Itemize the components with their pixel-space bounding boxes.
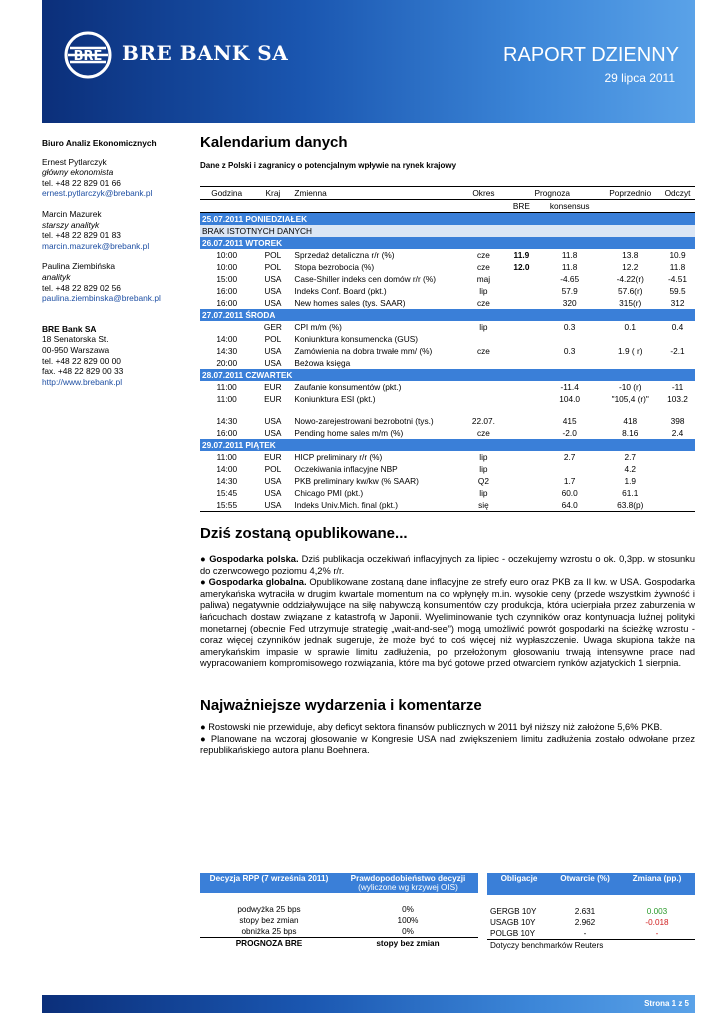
report-header <box>42 0 695 123</box>
cell-time: 15:45 <box>216 488 238 498</box>
bank-tel: tel. +48 22 829 00 00 <box>42 355 121 366</box>
cell-actual <box>660 357 695 369</box>
table-row <box>200 915 478 926</box>
bonds-table <box>487 873 695 951</box>
cell-previous: 0.1 <box>624 322 637 332</box>
cell-consensus <box>539 463 601 475</box>
report-date: 29 lipca 2011 <box>604 71 675 85</box>
page-footer <box>42 995 695 1013</box>
bonds-col-name: Obligacje <box>487 873 551 895</box>
bank-address <box>42 324 192 388</box>
cell-previous: 315(r) <box>619 298 642 308</box>
person-tel: tel. +48 22 829 01 66 <box>42 177 121 188</box>
cell-variable: PKB preliminary kw/kw (% SAAR) <box>294 476 419 486</box>
day-header-row <box>200 369 695 381</box>
cell-bre <box>504 451 539 463</box>
bond-change: - <box>655 929 659 938</box>
person-email-link[interactable]: ernest.pytlarczyk@brebank.pl <box>42 188 153 199</box>
cell-time: 10:00 <box>216 262 238 272</box>
cell-variable: Stopa bezrobocia (%) <box>294 262 375 272</box>
today-title: Dziś zostaną opublikowane... <box>200 525 408 542</box>
day-label: 26.07.2011 WTOREK <box>200 237 695 249</box>
cell-previous: 1.9 <box>624 476 637 486</box>
cell-period: lip <box>479 464 488 474</box>
table-row <box>200 261 695 273</box>
table-row <box>200 321 695 333</box>
cell-period <box>463 381 504 393</box>
rpp-forecast-value: stopy bez zmian <box>338 938 478 950</box>
cell-country: USA <box>264 274 282 284</box>
col-variable: Zmienna <box>292 187 462 200</box>
events-title: Najważniejsze wydarzenia i komentarze <box>200 697 482 714</box>
cell-time: 14:30 <box>216 476 238 486</box>
table-row <box>200 381 695 393</box>
cell-consensus: 11.8 <box>561 250 578 260</box>
rpp-label: podwyżka 25 bps <box>237 905 301 914</box>
col-forecast: Prognoza <box>504 187 601 200</box>
cell-consensus: 64.0 <box>539 499 601 512</box>
cell-period: Q2 <box>477 476 489 486</box>
calendar-section <box>200 134 695 512</box>
cell-consensus: 60.0 <box>561 488 578 498</box>
cell-bre <box>504 285 539 297</box>
bond-change: 0.003 <box>646 907 668 916</box>
cell-period <box>463 393 504 415</box>
bond-open: - <box>583 929 587 938</box>
cell-period: maj <box>476 274 491 284</box>
event-text: Planowane na wczoraj głosowanie w Kongresie USA nad zwiększeniem limitu zadłużenia zostało odwołane przez republikańskiego autora planu Boehnera. <box>200 733 695 756</box>
bank-name: BRE Bank SA <box>42 323 97 334</box>
cell-period: cze <box>476 346 490 356</box>
cell-consensus: 11.8 <box>561 262 578 272</box>
svg-text:BRE: BRE <box>73 49 103 64</box>
cell-previous: 4.2 <box>624 464 637 474</box>
cell-variable: HICP preliminary r/r (%) <box>294 452 383 462</box>
cell-actual <box>660 487 695 499</box>
cell-bre <box>504 297 539 309</box>
cell-time: 14:00 <box>216 464 238 474</box>
no-data-row <box>200 225 695 237</box>
cell-bre <box>504 427 539 439</box>
table-row <box>487 906 695 917</box>
person-role: analityk <box>42 271 71 282</box>
today-lead: Gospodarka globalna. <box>208 577 307 588</box>
person-email-link[interactable]: marcin.mazurek@brebank.pl <box>42 240 150 251</box>
person-2 <box>42 209 192 251</box>
cell-consensus: 57.9 <box>561 286 578 296</box>
bank-fax: fax. +48 22 829 00 33 <box>42 366 124 377</box>
cell-bre <box>504 345 539 357</box>
table-row <box>200 297 695 309</box>
table-row <box>200 904 478 915</box>
cell-actual: -4.51 <box>668 274 687 284</box>
cell-variable: Case-Shiller indeks cen domów r/r (%) <box>294 274 436 284</box>
cell-country: EUR <box>264 394 282 404</box>
cell-period: lip <box>479 488 488 498</box>
bond-name: USAGB 10Y <box>490 918 536 927</box>
cell-time: 11:00 <box>216 452 237 462</box>
today-paragraph-poland: ● Gospodarka polska. Dziś publikacja oczekiwań inflacyjnych za lipiec - oczekujemy wzrostu o ok. 0,3pp. w stosunku do czerwcowego poziomu 4,2% r/r. <box>200 554 695 576</box>
rpp-forecast-row <box>200 938 478 950</box>
cell-variable: CPI m/m (%) <box>294 322 342 332</box>
bonds-note: Dotyczy benchmarków Reuters <box>487 940 695 952</box>
day-header-row <box>200 309 695 321</box>
table-row <box>487 917 695 928</box>
cell-country: USA <box>264 428 282 438</box>
rpp-table <box>200 873 478 949</box>
cell-consensus: 2.7 <box>563 452 576 462</box>
col-period: Okres <box>463 187 504 200</box>
cell-consensus: 0.3 <box>563 346 576 356</box>
cell-actual: 59.5 <box>669 286 686 296</box>
rpp-prob-title: Prawdopodobieństwo decyzji <box>350 874 466 883</box>
cell-actual <box>660 463 695 475</box>
col-country: Kraj <box>253 187 292 200</box>
calendar-table <box>200 186 695 512</box>
person-role: główny ekonomista <box>42 167 114 178</box>
cell-previous: -4.22(r) <box>616 274 644 284</box>
cell-bre <box>504 463 539 475</box>
cell-previous: 12.2 <box>622 262 639 272</box>
col-actual: Odczyt <box>660 187 695 200</box>
cell-bre <box>504 381 539 393</box>
rpp-header-row <box>200 873 478 893</box>
cell-time: 16:00 <box>216 428 238 438</box>
person-name: Ernest Pytlarczyk <box>42 156 107 167</box>
table-row <box>200 926 478 938</box>
cell-country: USA <box>264 298 282 308</box>
today-paragraph-global: ● Gospodarka globalna. Opublikowane zostaną dane inflacyjne ze strefy euro oraz PKB za II kw. w USA. Gospodarka amerykańska wytraciła w drugim kwartale momentum na co wpłynęły m.in. wysokie ceny (przede wszystkim żywność i paliwa) negatywnie oddziaływujące na siłę nabywczą konsumentów czy produkcja, która ucierpiała przez zaburzenia w łańcuchach dostaw związane z katastrofą w Japonii. Wyeliminowanie tych czynników oraz kontynuacja luźnej polityki monetarnej (obecnie Fed utrzymuje strategię „wait-and-see”) mogą umożliwić powrót gospodarki na ścieżkę wzrostu - coraz więcej czynników jednak sugeruje, że może być to coś więcej niż wypłaszczenie. Uwaga skupiona także na amerykańskim impasie w sprawie limitu zadłużenia, po przełożonym głosowaniu trwają intensywne prace nad wypracowaniem kompromisowego rozwiązania, które ma być gotowe przed otwarciem rynków azjatyckich 1 sierpnia. <box>200 577 695 669</box>
cell-time: 14:00 <box>216 334 238 344</box>
rpp-label: obniżka 25 bps <box>241 927 297 936</box>
bond-name: GERGB 10Y <box>490 907 537 916</box>
cell-actual: 10.9 <box>669 250 686 260</box>
cell-consensus: 104.0 <box>559 394 581 404</box>
cell-period: lip <box>479 452 488 462</box>
sidebar-heading: Biuro Analiz Ekonomicznych <box>42 138 157 148</box>
cell-previous: 61.1 <box>622 488 639 498</box>
cell-previous: 57.6(r) <box>618 286 643 296</box>
bond-open: 2.962 <box>574 918 596 927</box>
cell-actual <box>660 333 695 345</box>
cell-actual: -11 <box>671 382 684 392</box>
cell-time: 11:00 <box>216 382 237 392</box>
person-1 <box>42 157 192 199</box>
cell-previous: 63.8(p) <box>600 499 660 512</box>
cell-country: POL <box>264 464 282 474</box>
bonds-note-row <box>487 940 695 952</box>
cell-variable: Chicago PMI (pkt.) <box>294 488 364 498</box>
cell-consensus: 320 <box>562 298 577 308</box>
table-row <box>487 928 695 940</box>
cell-bre <box>504 357 539 369</box>
cell-period: cze <box>476 250 490 260</box>
today-section <box>200 525 695 670</box>
person-3 <box>42 261 192 303</box>
today-text: Opublikowane zostaną dane inflacyjne ze strefy euro oraz PKB za II kw. w USA. Gospodarka amerykańska wytraciła w drugim kwartale momentum na co wpłynęły m.in. wysokie ceny (przede wszystkim żywność i paliwa) negatywnie oddziaływujące na siłę nabywczą konsumentów czy produkcja, która ucierpiała przez zaburzenia w łańcuchach dostaw związane z katastrofą w Japonii. Wyeliminowanie tych czynników oraz kontynuacja luźnej polityki monetarnej (obecnie Fed utrzymuje strategię „wait-and-see”) mogą umożliwić powrót gospodarki na ścieżkę wzrostu - coraz więcej czynników jednak sugeruje, że może być to coś więcej niż wypłaszczenie. Uwaga skupiona także na amerykańskim impasie w sprawie limitu zadłużenia, po przełożonym głosowaniu trwają intensywne prace nad wypracowaniem kompromisowego rozwiązania, które ma być gotowe przed otwarciem rynków azjatyckich 1 sierpnia. <box>200 577 695 669</box>
table-row <box>200 393 695 415</box>
col-time: Godzina <box>200 187 253 200</box>
today-lead: Gospodarka polska. <box>209 554 299 564</box>
cell-country: USA <box>264 358 282 368</box>
day-header-row <box>200 439 695 451</box>
day-label: 27.07.2011 ŚRODA <box>200 309 695 321</box>
day-label: 28.07.2011 CZWARTEK <box>200 369 695 381</box>
cell-country: GER <box>263 322 282 332</box>
cell-actual: -2.1 <box>670 346 685 356</box>
cell-period: cze <box>476 298 490 308</box>
cell-time: 11:00 <box>216 394 237 404</box>
events-section <box>200 697 695 757</box>
cell-period: lip <box>479 286 488 296</box>
person-name: Paulina Ziembińska <box>42 261 116 272</box>
cell-consensus <box>539 357 601 369</box>
cell-period: cze <box>476 262 490 272</box>
cell-variable: Zaufanie konsumentów (pkt.) <box>294 382 402 392</box>
bonds-col-change: Zmiana (pp.) <box>619 873 695 895</box>
col-consensus: konsensus <box>539 200 601 213</box>
event-item: ● Rostowski nie przewiduje, aby deficyt sektora finansów publicznych w 2011 był niższy niż założone 5,6% PKB. <box>200 722 663 732</box>
cell-time <box>200 321 253 333</box>
cell-actual <box>660 451 695 463</box>
cell-bre <box>504 273 539 285</box>
table-row <box>200 415 695 427</box>
cell-variable: Oczekiwania inflacyjne NBP <box>294 464 398 474</box>
rpp-col-probability <box>338 873 478 893</box>
calendar-title: Kalendarium danych <box>200 134 348 151</box>
cell-time: 15:55 <box>200 499 253 512</box>
cell-time: 15:00 <box>216 274 238 284</box>
cell-consensus: 415 <box>562 416 577 426</box>
cell-actual: 398 <box>670 416 685 426</box>
cell-country: USA <box>264 346 282 356</box>
table-row <box>200 475 695 487</box>
cell-bre <box>504 415 539 427</box>
cell-bre: 11.9 <box>513 250 530 260</box>
cell-consensus: -4.65 <box>560 274 580 284</box>
cell-actual: 312 <box>670 298 685 308</box>
table-row <box>200 463 695 475</box>
rpp-value: 100% <box>397 916 419 925</box>
bonds-header-row <box>487 873 695 895</box>
bank-website-link[interactable]: http://www.brebank.pl <box>42 376 123 387</box>
event-item: ● Planowane na wczoraj głosowanie w Kongresie USA nad zwiększeniem limitu zadłużenia zostało odwołane przez republikańskiego autora planu Boehnera. <box>200 733 695 756</box>
cell-time: 10:00 <box>216 250 238 260</box>
cell-previous: 1.9 ( r) <box>618 346 643 356</box>
cell-period: 22.07. <box>471 416 495 426</box>
cell-previous: 2.7 <box>624 452 637 462</box>
cell-actual: 0.4 <box>671 322 684 332</box>
cell-country: POL <box>264 262 282 272</box>
rpp-prob-subtitle: (wyliczone wg krzywej OIS) <box>358 883 458 892</box>
cell-bre <box>504 475 539 487</box>
cell-actual <box>660 475 695 487</box>
cell-previous: 8.16 <box>622 428 639 438</box>
table-row <box>200 273 695 285</box>
cell-previous <box>600 333 660 345</box>
person-tel: tel. +48 22 829 01 83 <box>42 230 121 241</box>
cell-country: USA <box>264 286 282 296</box>
cell-country: EUR <box>264 382 282 392</box>
table-row <box>200 333 695 345</box>
table-row <box>200 487 695 499</box>
day-header-row <box>200 213 695 226</box>
cell-country: EUR <box>264 452 282 462</box>
cell-variable: Nowo-zarejestrowani bezrobotni (tys.) <box>294 416 434 426</box>
cell-period <box>463 333 504 345</box>
cell-country: POL <box>264 250 282 260</box>
event-text: Rostowski nie przewiduje, aby deficyt sektora finansów publicznych w 2011 był niższy niż założone 5,6% PKB. <box>208 722 663 732</box>
table-subheader-row <box>200 200 695 213</box>
cell-bre: 12.0 <box>513 262 530 272</box>
cell-previous: 13.8 <box>622 250 639 260</box>
bank-city: 00-950 Warszawa <box>42 344 110 355</box>
person-tel: tel. +48 22 829 02 56 <box>42 282 121 293</box>
cell-bre <box>504 487 539 499</box>
cell-consensus <box>539 333 601 345</box>
bonds-col-open: Otwarcie (%) <box>551 873 619 895</box>
today-text: Dziś publikacja oczekiwań inflacyjnych za lipiec - oczekujemy wzrostu o ok. 0,3pp. w stosunku do czerwcowego poziomu 4,2% r/r. <box>200 554 695 576</box>
cell-time: 14:30 <box>216 346 238 356</box>
day-label: 29.07.2011 PIĄTEK <box>200 439 695 451</box>
bond-open: 2.631 <box>574 907 596 916</box>
person-name: Marcin Mazurek <box>42 208 102 219</box>
rpp-col-decision: Decyzja RPP (7 września 2011) <box>200 873 338 893</box>
logo-text: BRE BANK SA <box>122 41 289 65</box>
cell-period: cze <box>476 428 490 438</box>
cell-country: POL <box>264 334 282 344</box>
no-data-label: BRAK ISTOTNYCH DANYCH <box>200 225 695 237</box>
cell-time: 20:00 <box>216 358 238 368</box>
cell-bre <box>504 499 539 512</box>
table-row <box>200 427 695 439</box>
table-row <box>200 499 695 512</box>
cell-actual: 11.8 <box>669 262 686 272</box>
table-header-row <box>200 187 695 200</box>
cell-consensus: -2.0 <box>562 428 577 438</box>
cell-bre <box>504 333 539 345</box>
sidebar <box>42 138 192 387</box>
day-label: 25.07.2011 PONIEDZIAŁEK <box>200 213 695 226</box>
cell-country: USA <box>264 416 282 426</box>
bank-street: 18 Senatorska St. <box>42 334 109 345</box>
cell-time: 16:00 <box>216 298 238 308</box>
person-role: starszy analityk <box>42 219 100 230</box>
cell-variable: New homes sales (tys. SAAR) <box>294 298 406 308</box>
bond-change: -0.018 <box>645 918 669 927</box>
cell-variable: Zamówienia na dobra trwałe mm/ (%) <box>294 346 433 356</box>
bond-name: POLGB 10Y <box>490 929 536 938</box>
cell-previous <box>600 357 660 369</box>
cell-bre <box>504 321 539 333</box>
cell-previous: -10 (r) <box>618 382 642 392</box>
col-bre: BRE <box>504 200 539 213</box>
table-row <box>200 451 695 463</box>
cell-country: USA <box>264 476 282 486</box>
table-row <box>200 285 695 297</box>
page-number: Strona 1 z 5 <box>644 999 689 1008</box>
cell-variable: Koniunktura konsumencka (GUS) <box>294 334 418 344</box>
cell-variable: Sprzedaż detaliczna r/r (%) <box>294 250 395 260</box>
cell-variable: Koniunktura ESI (pkt.) <box>294 394 376 404</box>
table-row <box>200 345 695 357</box>
rpp-label: stopy bez zmian <box>239 916 299 925</box>
table-row <box>200 249 695 261</box>
report-title: RAPORT DZIENNY <box>503 44 679 66</box>
cell-variable: Beżowa księga <box>294 358 351 368</box>
cell-period <box>463 357 504 369</box>
cell-variable: Indeks Univ.Mich. final (pkt.) <box>292 499 462 512</box>
cell-variable: Pending home sales m/m (%) <box>294 428 404 438</box>
cell-consensus: -11.4 <box>560 382 579 392</box>
cell-previous: "105,4 (r)" <box>611 394 649 404</box>
calendar-subtitle: Dane z Polski i zagranicy o potencjalnym wpływie na rynek krajowy <box>200 161 457 170</box>
day-header-row <box>200 237 695 249</box>
person-email-link[interactable]: paulina.ziembinska@brebank.pl <box>42 293 161 304</box>
cell-consensus: 0.3 <box>563 322 576 332</box>
cell-period: lip <box>479 322 488 332</box>
cell-actual <box>660 499 695 512</box>
cell-country: USA <box>253 499 292 512</box>
cell-consensus: 1.7 <box>563 476 576 486</box>
cell-country: USA <box>264 488 282 498</box>
cell-time: 16:00 <box>216 286 238 296</box>
cell-period: się <box>463 499 504 512</box>
cell-actual: 103.2 <box>667 394 688 404</box>
bre-logo-icon <box>64 31 112 79</box>
cell-bre <box>504 393 539 415</box>
rpp-value: 0% <box>402 905 414 914</box>
cell-time: 14:30 <box>216 416 238 426</box>
cell-previous: 418 <box>623 416 638 426</box>
rpp-value: 0% <box>402 927 414 936</box>
cell-actual: 2.4 <box>671 428 684 438</box>
table-row <box>200 357 695 369</box>
cell-variable: Indeks Conf. Board (pkt.) <box>294 286 387 296</box>
col-previous: Poprzednio <box>600 187 660 200</box>
rpp-forecast-label: PROGNOZA BRE <box>200 938 338 950</box>
